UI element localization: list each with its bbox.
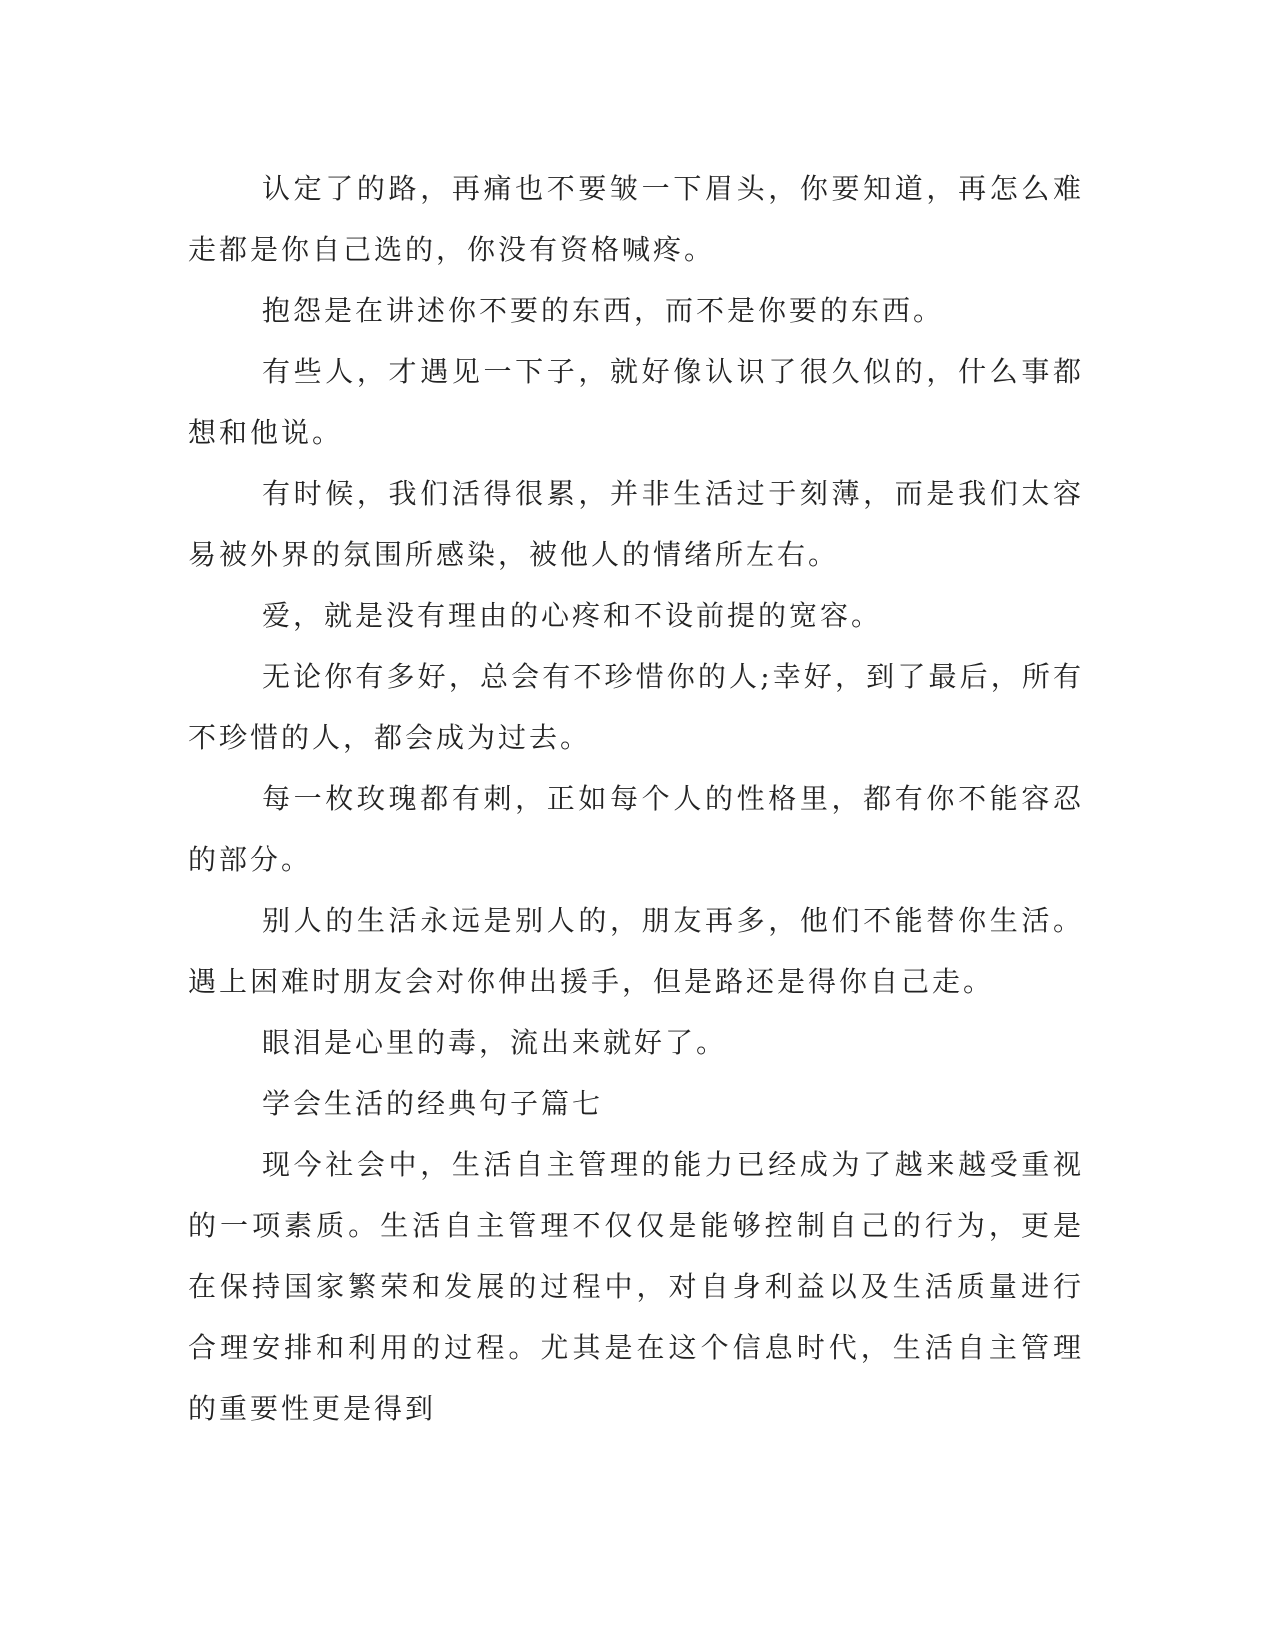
paragraph-2: 抱怨是在讲述你不要的东西，而不是你要的东西。 [262,294,945,327]
section-heading: 学会生活的经典句子篇七 [262,1087,604,1120]
paragraph-1: 认定了的路，再痛也不要皱一下眉头，你要知道，再怎么难走都是你自己选的，你没有资格喊疼。 [188,172,1084,266]
paragraph-7: 每一枚玫瑰都有刺，正如每个人的性格里，都有你不能容忍的部分。 [188,782,1084,876]
paragraph-6: 无论你有多好，总会有不珍惜你的人;幸好，到了最后，所有不珍惜的人，都会成为过去。 [188,660,1084,754]
paragraph-3: 有些人，才遇见一下子，就好像认识了很久似的，什么事都想和他说。 [188,355,1084,449]
paragraph-5: 爱，就是没有理由的心疼和不设前提的宽容。 [262,599,883,632]
paragraph-9: 眼泪是心里的毒，流出来就好了。 [262,1026,728,1059]
section-paragraph: 现今社会中，生活自主管理的能力已经成为了越来越受重视的一项素质。生活自主管理不仅仅是能够控制自己的行为，更是在保持国家繁荣和发展的过程中，对自身利益以及生活质量进行合理安排和利用的过程。尤其是在这个信息时代，生活自主管理的重要性更是得到 [188,1148,1084,1425]
paragraph-4: 有时候，我们活得很累，并非生活过于刻薄，而是我们太容易被外界的氛围所感染，被他人的情绪所左右。 [188,477,1084,571]
document-body [188,158,1084,1439]
paragraph-8: 别人的生活永远是别人的，朋友再多，他们不能替你生活。遇上困难时朋友会对你伸出援手，但是路还是得你自己走。 [188,904,1084,998]
